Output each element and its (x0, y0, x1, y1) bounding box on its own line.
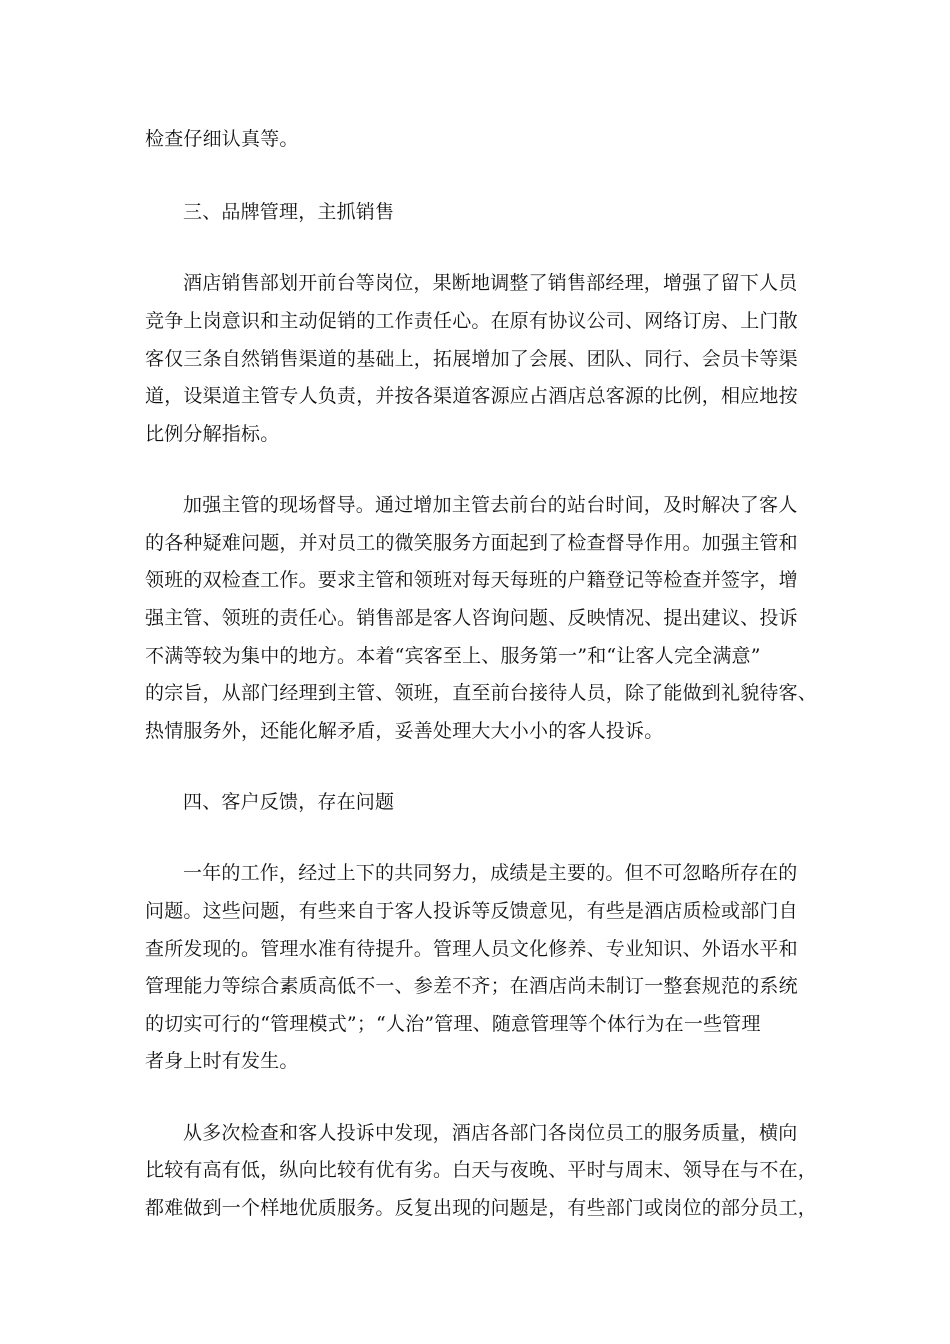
text-line: 比较有高有低，纵向比较有优有劣。白天与夜晚、平时与周末、领导在与不在， (145, 1159, 818, 1181)
text-line: 比例分解指标。 (145, 423, 280, 445)
section-heading: 三、品牌管理，主抓销售 (183, 201, 395, 223)
text-line: 的切实可行的“管理模式”；“人治”管理、随意管理等个体行为在一些管理 (145, 1013, 761, 1035)
text-line: 管理能力等综合素质高低不一、参差不齐；在酒店尚未制订一整套规范的系统 (145, 975, 798, 997)
section-heading: 四、客户反馈，存在问题 (183, 791, 395, 813)
text-line: 酒店销售部划开前台等岗位，果断地调整了销售部经理，增强了留下人员 (183, 272, 798, 294)
text-line: 检查仔细认真等。 (145, 128, 299, 150)
text-line: 竞争上岗意识和主动促销的工作责任心。在原有协议公司、网络订房、上门散 (145, 310, 798, 332)
text-line: 加强主管的现场督导。通过增加主管去前台的站台时间，及时解决了客人 (183, 494, 798, 516)
text-line: 强主管、领班的责任心。销售部是客人咨询问题、反映情况、提出建议、投诉 (145, 607, 798, 629)
text-line: 问题。这些问题，有些来自于客人投诉等反馈意见，有些是酒店质检或部门自 (145, 900, 798, 922)
text-line: 客仅三条自然销售渠道的基础上，拓展增加了会展、团队、同行、会员卡等渠 (145, 348, 798, 370)
text-line: 不满等较为集中的地方。本着“宾客至上、服务第一”和“让客人完全满意” (145, 645, 761, 667)
text-line: 道，设渠道主管专人负责，并按各渠道客源应占酒店总客源的比例，相应地按 (145, 385, 798, 407)
text-line: 都难做到一个样地优质服务。反复出现的问题是，有些部门或岗位的部分员工， (145, 1197, 818, 1219)
text-line: 一年的工作，经过上下的共同努力，成绩是主要的。但不可忽略所存在的 (183, 862, 798, 884)
text-line: 的宗旨，从部门经理到主管、领班，直至前台接待人员，除了能做到礼貌待客、 (145, 682, 818, 704)
text-line: 从多次检查和客人投诉中发现，酒店各部门各岗位员工的服务质量，横向 (183, 1122, 798, 1144)
text-line: 者身上时有发生。 (145, 1050, 299, 1072)
text-line: 领班的双检查工作。要求主管和领班对每天每班的户籍登记等检查并签字，增 (145, 569, 798, 591)
text-line: 查所发现的。管理水准有待提升。管理人员文化修养、专业知识、外语水平和 (145, 938, 798, 960)
text-line: 热情服务外，还能化解矛盾，妥善处理大大小小的客人投诉。 (145, 720, 664, 742)
text-line: 的各种疑难问题，并对员工的微笑服务方面起到了检查督导作用。加强主管和 (145, 532, 798, 554)
